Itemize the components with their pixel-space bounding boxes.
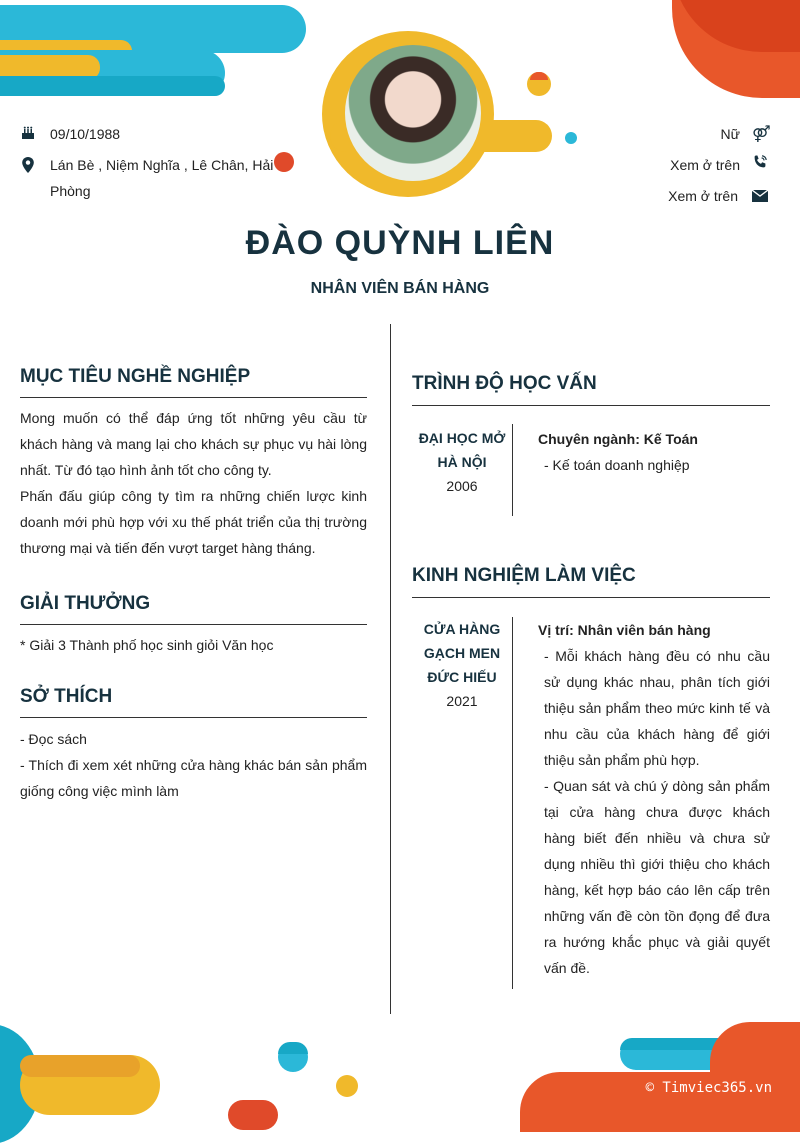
hobby-item: - Đọc sách — [20, 731, 87, 747]
footer-credit: © Timviec365.vn — [645, 1080, 772, 1096]
experience-duty-2: - Quan sát và chú ý dòng sản phẩm tại cửa hàng chưa được khách hàng biết đến nhiều và chưa sử dụng nhiều thì giới thiệu cho khách hàng, kết hợp báo cáo lên cấp trên những vấn đề còn tồn đọng để đưa ra hướng khắc phục và giải quyết vấn đề. — [544, 778, 770, 976]
envelope-icon — [752, 189, 768, 207]
objective-paragraph-2: Phấn đấu giúp công ty tìm ra những chiến lược kinh doanh mới phù hợp với xu thế phát triển của thị trường thương mại và tiến đến vượt target hàng tháng. — [20, 488, 367, 556]
experience-title: KINH NGHIỆM LÀM VIỆC — [412, 565, 636, 586]
education-divider — [412, 405, 770, 406]
education-school — [412, 426, 512, 498]
gender-row — [560, 121, 740, 147]
award-item: * Giải 3 Thành phố học sinh giỏi Văn học — [20, 637, 274, 653]
education-details — [538, 426, 770, 478]
experience-divider — [412, 597, 770, 598]
education-title: TRÌNH ĐỘ HỌC VẤN — [412, 373, 597, 394]
birthday-text: 09/10/1988 — [50, 126, 121, 142]
awards-divider — [20, 624, 367, 625]
awards-title: GIẢI THƯỞNG — [20, 593, 151, 614]
experience-company — [412, 617, 512, 713]
candidate-name: ĐÀO QUỲNH LIÊN — [245, 224, 555, 262]
objective-divider — [20, 397, 367, 398]
address-line2: Phòng — [50, 183, 91, 199]
experience-sub-divider — [512, 617, 513, 989]
objective-title: MỤC TIÊU NGHỀ NGHIỆP — [20, 366, 251, 387]
location-pin-icon — [20, 157, 36, 173]
hobby-item: - Thích đi xem xét những cửa hàng khác bán sản phẩm giống công việc mình làm — [20, 757, 367, 799]
education-detail: - Kế toán doanh nghiệp — [544, 457, 690, 473]
hobbies-text — [20, 726, 367, 804]
gender-icon: ⚤ — [752, 126, 771, 143]
experience-position: Vị trí: Nhân viên bán hàng — [538, 622, 711, 638]
hobbies-divider — [20, 717, 367, 718]
company-name-line1: CỬA HÀNG — [423, 621, 501, 637]
company-name-line2: GẠCH MEN — [423, 645, 501, 661]
school-name-line2: HÀ NỘI — [437, 454, 487, 470]
gender-text: Nữ — [720, 126, 740, 142]
phone-icon — [752, 154, 768, 175]
education-major: Chuyên ngành: Kế Toán — [538, 431, 698, 447]
email-row — [558, 183, 738, 209]
hobbies-title: SỞ THÍCH — [20, 686, 113, 707]
education-year: 2006 — [446, 478, 478, 494]
experience-year: 2021 — [446, 693, 478, 709]
experience-details — [538, 617, 770, 981]
experience-duty-1: - Mỗi khách hàng đều có nhu cầu sử dụng khác nhau, phân tích giới thiệu sản phẩm theo mức kinh tế và nhu cầu của khách hàng để giới thiệu sản phẩm phù hợp. — [544, 648, 770, 768]
objective-paragraph-1: Mong muốn có thể đáp ứng tốt những yêu cầu từ khách hàng và mang lại cho khách sự phục vụ hài lòng nhất. Từ đó tạo hình ảnh tốt cho công ty. — [20, 410, 367, 478]
avatar — [345, 45, 481, 181]
job-title: NHÂN VIÊN BÁN HÀNG — [310, 280, 490, 297]
cake-icon — [20, 126, 36, 142]
company-name-line3: ĐỨC HIẾU — [427, 669, 497, 685]
objective-text — [20, 405, 367, 561]
phone-row — [560, 152, 740, 178]
column-divider — [390, 324, 391, 1014]
phone-text: Xem ở trên — [670, 157, 740, 173]
education-sub-divider — [512, 424, 513, 516]
email-text: Xem ở trên — [668, 188, 738, 204]
awards-text — [20, 632, 367, 658]
school-name-line1: ĐẠI HỌC MỞ — [418, 430, 506, 446]
address-line1: Lán Bè , Niệm Nghĩa , Lê Chân, Hải — [50, 157, 274, 173]
